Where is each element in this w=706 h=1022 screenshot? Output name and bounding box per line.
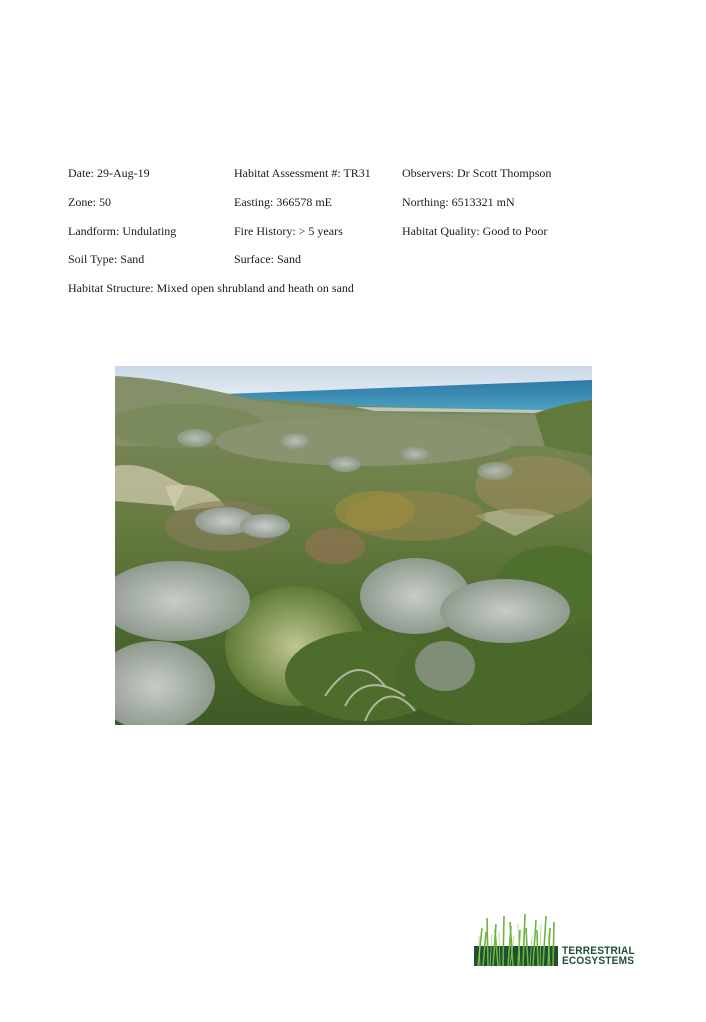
field-habitat-assessment: Habitat Assessment #: TR31 xyxy=(234,166,371,180)
field-habitat-quality: Habitat Quality: Good to Poor xyxy=(402,224,548,238)
field-fire-history: Fire History: > 5 years xyxy=(234,224,343,238)
field-easting: Easting: 366578 mE xyxy=(234,195,332,209)
habitat-photo xyxy=(115,366,592,725)
field-soil-type: Soil Type: Sand xyxy=(68,252,145,266)
field-observers: Observers: Dr Scott Thompson xyxy=(402,166,552,180)
field-landform: Landform: Undulating xyxy=(68,224,177,238)
logo-text-ecosystems: ECOSYSTEMS xyxy=(562,955,635,967)
field-surface: Surface: Sand xyxy=(234,252,301,266)
field-date: Date: 29-Aug-19 xyxy=(68,166,150,180)
terrestrial-ecosystems-logo xyxy=(474,910,650,970)
logo-text-terrestrial: TERRESTRIAL xyxy=(562,945,635,957)
field-zone: Zone: 50 xyxy=(68,195,111,209)
field-habitat-structure: Habitat Structure: Mixed open shrubland and heath on sand xyxy=(68,281,354,295)
field-northing: Northing: 6513321 mN xyxy=(402,195,515,209)
